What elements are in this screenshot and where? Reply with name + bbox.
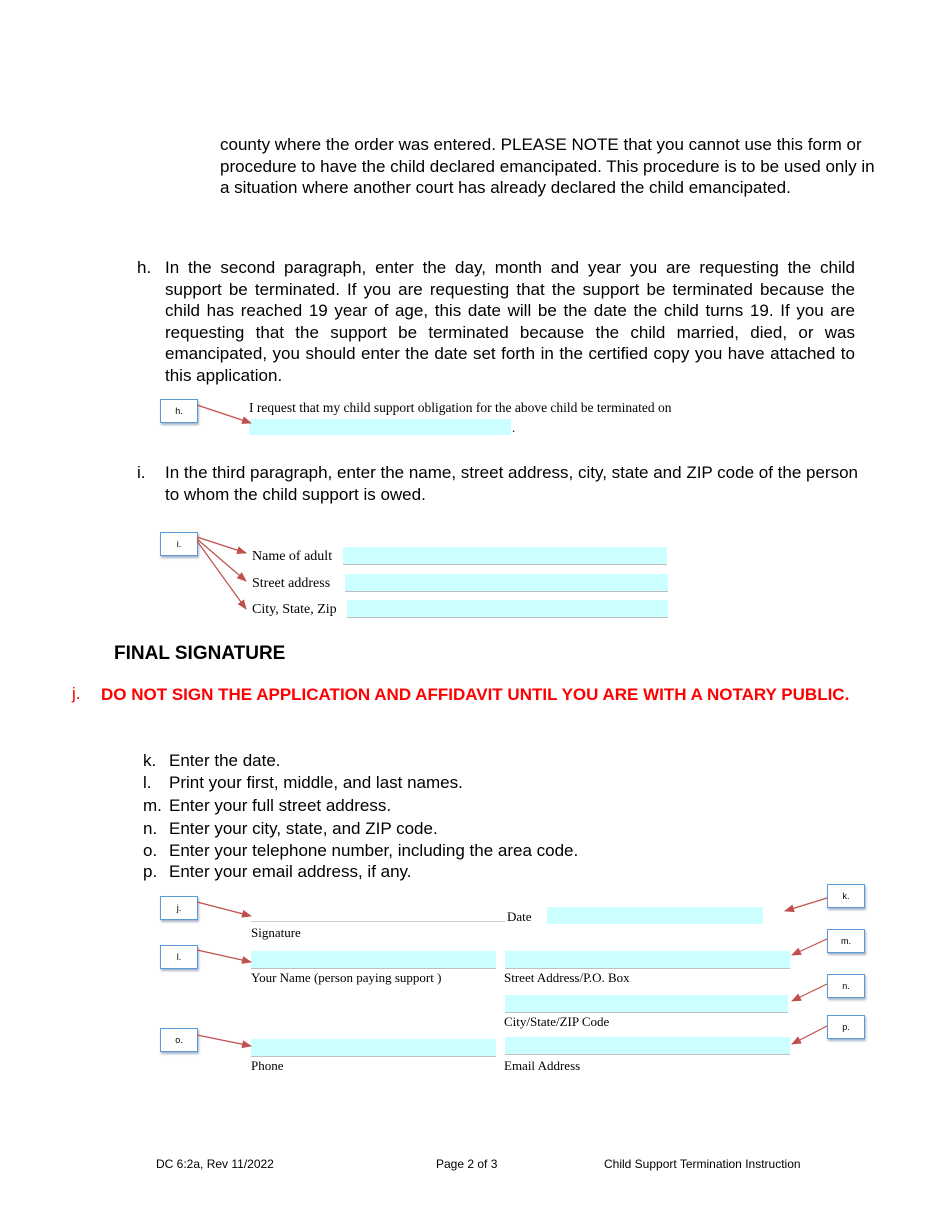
callout-i: i. [160, 532, 198, 556]
final-signature-heading: FINAL SIGNATURE [114, 643, 286, 664]
step-i-text: In the third paragraph, enter the name, street address, city, state and ZIP code of the person to whom the child support is owed. [165, 463, 858, 504]
step-m-marker: m. [143, 796, 162, 815]
warning-marker: j. [72, 684, 81, 703]
callout-o: o. [160, 1028, 198, 1052]
label-signature: Signature [251, 925, 301, 940]
footer-form-id: DC 6:2a, Rev 11/2022 [156, 1157, 274, 1171]
step-o-text: Enter your telephone number, including the area code. [169, 841, 579, 860]
form-period: . [512, 420, 516, 435]
step-h-text: In the second paragraph, enter the day, month and year you are requesting the child support be terminated. If you are requesting that the support be terminated because the child has reached 19 year of age, this date will be the date the child turns 19. If you are requesting that the support be terminated because the child married, died, or was emancipated, you should enter the date set forth in the certified copy you have attached to this application. [165, 258, 855, 385]
arrow-n [792, 984, 827, 1001]
step-k-text: Enter the date. [169, 751, 281, 770]
arrow-k [785, 898, 827, 911]
step-l-text: Print your first, middle, and last names. [169, 773, 463, 792]
callout-l: l. [160, 945, 198, 969]
form-request-text: I request that my child support obligation for the above child be terminated on [249, 400, 672, 415]
label-your-name: Your Name (person paying support ) [251, 970, 442, 985]
callout-n: n. [827, 974, 865, 998]
callout-h: h. [160, 399, 198, 423]
callout-j: j. [160, 896, 198, 920]
step-h-marker: h. [137, 258, 152, 277]
footer-title: Child Support Termination Instruction [604, 1157, 801, 1171]
step-k-marker: k. [143, 751, 157, 770]
label-street-address-po-box: Street Address/P.O. Box [504, 970, 630, 985]
arrow-o [197, 1035, 251, 1046]
step-l-marker: l. [143, 773, 152, 792]
step-m-text: Enter your full street address. [169, 796, 392, 815]
label-city-state-zip-code: City/State/ZIP Code [504, 1014, 610, 1029]
label-email-address: Email Address [504, 1058, 581, 1073]
step-n-text: Enter your city, state, and ZIP code. [169, 819, 438, 838]
label-phone: Phone [251, 1058, 284, 1073]
label-name-of-adult: Name of adult [252, 549, 333, 564]
step-p-marker: p. [143, 862, 158, 881]
callout-m: m. [827, 929, 865, 953]
arrow-l [197, 950, 251, 962]
arrow-m [792, 939, 827, 955]
callout-p: p. [827, 1015, 865, 1039]
arrow-h [197, 405, 251, 423]
arrow-p [792, 1026, 827, 1044]
label-street-address: Street address [252, 576, 331, 591]
callout-k: k. [827, 884, 865, 908]
step-p-text: Enter your email address, if any. [169, 862, 412, 881]
arrow-j [197, 902, 251, 916]
warning-text: DO NOT SIGN THE APPLICATION AND AFFIDAVIT UNTIL YOU ARE WITH A NOTARY PUBLIC. [101, 685, 850, 704]
step-i-marker: i. [137, 463, 146, 482]
footer-page-number: Page 2 of 3 [436, 1157, 498, 1171]
step-o-marker: o. [143, 841, 158, 860]
label-city-state-zip: City, State, Zip [252, 602, 337, 617]
label-date: Date [507, 909, 532, 924]
step-n-marker: n. [143, 819, 158, 838]
intro-paragraph: county where the order was entered. PLEASE NOTE that you cannot use this form or procedure to have the child declared emancipated. This procedure is to be used only in a situation where another court has already declared the child emancipated. [220, 135, 875, 197]
